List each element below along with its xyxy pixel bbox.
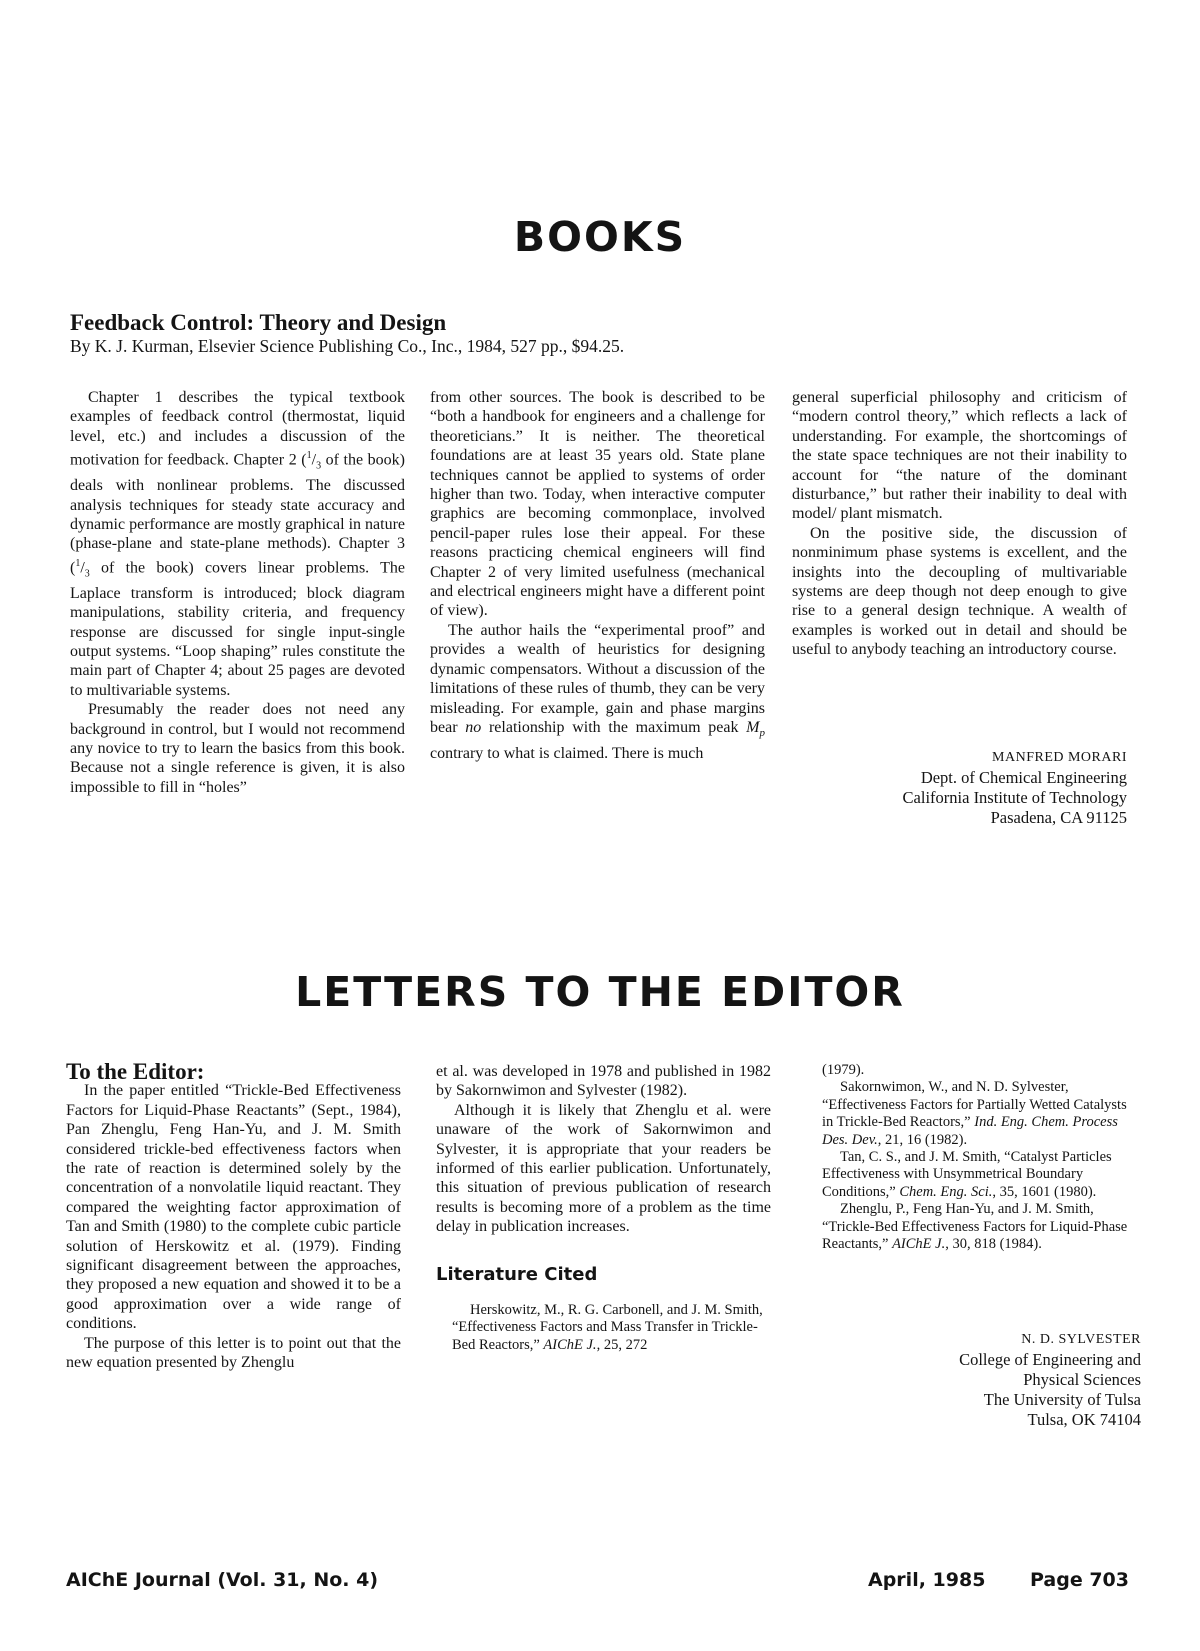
letter-salutation: To the Editor:: [66, 1059, 205, 1084]
reviewer-dept: Dept. of Chemical Engineering: [920, 768, 1127, 787]
reference-1-cont: (1979).: [822, 1062, 865, 1078]
letter-column-3: [806, 1062, 1141, 1253]
letter-column-2: et al. was developed in 1978 and published in 1982 by Sakornwimon and Sylvester (1982). Although it is likely that Zhenglu et al. were unaware of the work of Sakornwimon and Sylvester, it is appropriate that your readers be informed of this earlier publication. Unfortunately, this situation of previous publication of research results is becoming more of a problem as the time delay in publication increases. Literature Cited Herskowitz, M., R. G. Carbonell, and J. M. Smith, “Effectiveness Factors and Mass Transfer in Trickle-Bed Reactors,” AIChE J., 25, 272: [436, 1063, 771, 1353]
book-review-column-1: Chapter 1 describes the typical textbook examples of feedback control (thermostat, liquid level, etc.) and includes a discussion of the motivation for feedback. Chapter 2 ($^1/_3$ of the book) deals with nonlinear problems. The discussed analysis techniques for steady state accuracy and dynamic performance are mostly graphical in nature (phase-plane and state-plane methods). Chapter 3 ($^1/_3$ of the book) covers linear problems. The Laplace transform is introduced; block diagram manipulations, stability criteria, and frequency response are discussed for single input-single output systems. “Loop shaping” rules constitute the main part of Chapter 4; about 25 pages are devoted to multivariable systems. Presumably the reader does not need any background in control, but I would not recommend any novice to try to learn the basics from this book. Because not a single reference is given, it is also impossible to fill in “holes”: [70, 389, 406, 796]
letter-author-line-3: The University of Tulsa: [983, 1390, 1141, 1409]
letters-heading: LETTERS TO THE EDITOR: [295, 968, 905, 1016]
letter-author-line-4: Tulsa, OK 74104: [1027, 1410, 1141, 1429]
reference-1: Herskowitz, M., R. G. Carbonell, and J. M. Smith, “Effectiveness Factors and Mass Transfer in Trickle-Bed Reactors,” AIChE J., 25, 272: [452, 1302, 763, 1353]
letter-author-line-2: Physical Sciences: [1023, 1370, 1141, 1389]
book-review-signature: [792, 748, 1127, 828]
book-byline: By K. J. Kurman, Elsevier Science Publishing Co., Inc., 1984, 527 pp., $94.25.: [70, 336, 625, 356]
footer-journal: AIChE Journal (Vol. 31, No. 4): [66, 1569, 379, 1591]
letter-signature: [806, 1330, 1141, 1430]
reviewer-name: MANFRED MORARI: [992, 750, 1127, 765]
book-review-column-3: general superficial philosophy and criticism of “modern control theory,” which reflects a lack of understanding. For example, the shortcomings of the state space techniques are not their inability to account for “the nature of the dominant disturbance,” but rather their inability to deal with model/ plant mismatch. On the positive side, the discussion of nonminimum phase systems is excellent, and the insights into the decoupling of multivariable systems are deep though not deep enough to give rise to a general design technique. A wealth of examples is worked out in detail and should be useful to anybody teaching an introductory course.: [792, 389, 1127, 659]
reviewer-institution: California Institute of Technology: [902, 788, 1127, 807]
book-review-column-2: from other sources. The book is described to be “both a handbook for engineers and a challenge for theoreticians.” It is neither. The theoretical foundations are at least 35 years old. State plane techniques cannot be applied to systems of order higher than two. Today, when interactive computer graphics are becoming commonplace, involved pencil-paper rules lose their appeal. For these reasons practicing chemical engineers will find Chapter 2 of very limited usefulness (mechanical and electrical engineers might have a different point of view). The author hails the “experimental proof” and provides a wealth of heuristics for designing dynamic compensators. Without a discussion of the limitations of these rules of thumb, they can be very misleading. For example, gain and phase margins bear no relationship with the maximum peak $M_p$ contrary to what is claimed. There is much: [430, 389, 765, 762]
reference-3: Tan, C. S., and J. M. Smith, “Catalyst Particles Effectiveness with Unsymmetrical Boundary Conditions,” Chem. Eng. Sci., 35, 1601 (1980).: [822, 1149, 1112, 1200]
reference-4: Zhenglu, P., Feng Han-Yu, and J. M. Smith, “Trickle-Bed Effectiveness Factors for Liquid-Phase Reactants,” AIChE J., 30, 818 (1984).: [822, 1201, 1128, 1253]
letter-author-line-1: College of Engineering and: [959, 1350, 1141, 1369]
book-review-header: [70, 310, 970, 357]
letter-column-1: To the Editor: In the paper entitled “Trickle-Bed Effectiveness Factors for Liquid-Phase Reactants” (Sept., 1984), Pan Zhenglu, Feng Han-Yu, and J. M. Smith considered trickle-bed effectiveness factors when the rate of reaction is determined solely by the concentration of a nonvolatile liquid reactant. They compared the weighting factor approximation of Tan and Smith (1980) to the complete cubic particle solution of Herskowitz et al. (1979). Finding significant disagreement between the approaches, they proposed a new equation and showed it to be a good approximation over a wide range of conditions. The purpose of this letter is to point out that the new equation presented by Zhenglu: [66, 1059, 401, 1372]
reference-2: Sakornwimon, W., and N. D. Sylvester, “Effectiveness Factors for Partially Wetted Catalysts in Trickle-Bed Reactors,” Ind. Eng. Chem. Process Des. Dev., 21, 16 (1982).: [822, 1079, 1127, 1148]
literature-cited-heading: Literature Cited: [436, 1263, 598, 1285]
book-title: Feedback Control: Theory and Design: [70, 310, 447, 335]
books-heading: BOOKS: [513, 213, 687, 261]
reviewer-location: Pasadena, CA 91125: [990, 808, 1127, 827]
footer-date: April, 1985: [868, 1569, 986, 1591]
footer-page: Page 703: [1030, 1569, 1129, 1591]
letter-author-name: N. D. SYLVESTER: [1021, 1332, 1141, 1347]
